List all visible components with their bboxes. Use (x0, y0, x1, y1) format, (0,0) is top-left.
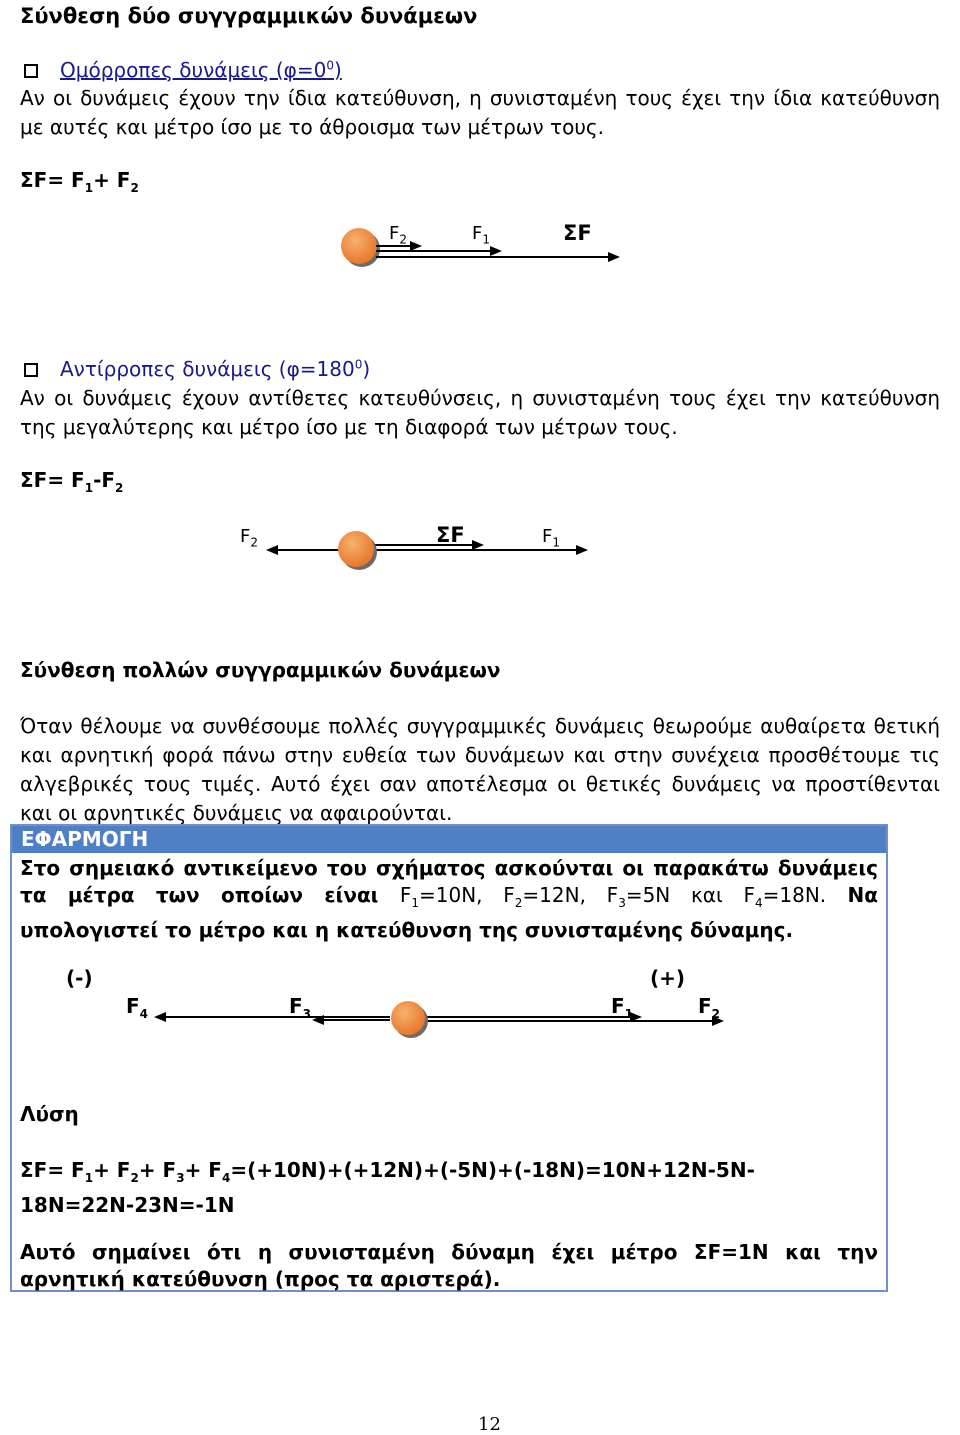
page-title: Σύνθεση δύο συγγραμμικών δυνάμεων (20, 4, 478, 28)
section1-heading: Ομόρροπες δυνάμεις $(\varphi=0^0)$ (24, 58, 342, 82)
given-f2: $F_2=12N$, (503, 883, 607, 910)
given-f1: $F_1=10N$, (399, 883, 504, 910)
positive-direction-label: (+) (650, 966, 686, 990)
solution-equation: $\Sigma F= F_1+ F_2+ F_3+ F_4=(+10N)+(+12N)+(-5N)+(-18N)=10N+12N-5N-18N=22N-23N=-1N$ (20, 1158, 755, 1217)
checkbox-bullet-icon (24, 363, 38, 377)
application-header: ΕΦΑΡΜΟΓΗ (12, 826, 886, 853)
checkbox-bullet-icon (24, 64, 38, 78)
solution-label: Λύση (20, 1102, 79, 1126)
arrow-f2-head (266, 545, 278, 555)
page-number: 12 (478, 1414, 501, 1435)
section2-text: Αν οι δυνάμεις έχουν αντίθετες κατευθύνσεις, η συνισταμένη τους έχει την κατεύθυνση της μεγαλύτερης και μέτρο ίσο με τη διαφορά των μέτρων τους. (20, 386, 940, 439)
section1-heading-text: Ομόρροπες δυνάμεις (φ=0 (60, 58, 327, 82)
label-f1: $F_1$ (611, 994, 634, 1021)
label-sf: ΣF (436, 523, 465, 547)
arrow-sf-head (472, 540, 484, 550)
negative-direction-label: (-) (66, 966, 93, 990)
section2-heading-text: Αντίρροπες δυνάμεις (φ=180 (60, 357, 355, 381)
given-f3: $F_3=5N$ και (606, 883, 744, 910)
section3-text: Όταν θέλουμε να συνθέσουμε πολλές συγγραμμικές δυνάμεις θεωρούμε αυθαίρετα θετική και αρνητική φορά πάνω στην ευθεία των δυνάμεων και στην συνέχεια προσθέτουμε τις αλγεβρικές τους τιμές. Αυτό έχει σαν αποτέλεσμα οι θετικές δυνάμεις να προστίθενται και οι αρνητικές δυνάμεις να αφαιρούνται. (20, 714, 940, 825)
label-sf: ΣF (563, 221, 592, 245)
four-forces-diagram (150, 995, 730, 1045)
label-f2: $F_2$ (389, 223, 407, 247)
section3-heading: Σύνθεση πολλών συγγραμμικών δυνάμεων (20, 658, 501, 682)
label-f2: $F_2$ (698, 994, 721, 1021)
conclusion-text: Αυτό σημαίνει ότι η συνισταμένη δύναμη έχει μέτρο ΣF=1N και την αρνητική κατεύθυνση (προς τα αριστερά). (20, 1240, 878, 1291)
label-f2: $F_2$ (240, 526, 258, 550)
point-object (341, 228, 377, 264)
point-object (338, 531, 374, 567)
section1-text: Αν οι δυνάμεις έχουν την ίδια κατεύθυνση, η συνισταμένη τους έχει την ίδια κατεύθυνση με αυτές και μέτρο ίσο με το άθροισμα των μέτρων τους. (20, 86, 940, 139)
label-f1: $F_1$ (542, 526, 560, 550)
section2-equation: $\Sigma F= F_1-F_2$ (20, 468, 124, 495)
application-problem: Στο σημειακό αντικείμενο του σχήματος ασκούνται οι παρακάτω δυνάμεις τα μέτρα των οποίων είναι $F_1=10N$, $F_2=12N$, $F_3=5N$ και $F_4=18N$. Να υπολογιστεί το μέτρο και η κατεύθυνση της συνισταμένης δύναμης. (20, 856, 878, 942)
arrow-sf-head (608, 252, 620, 262)
section1-equation: $\Sigma F= F_1+ F_2$ (20, 168, 139, 195)
arrow-f1-head (576, 545, 588, 555)
section2-heading: Αντίρροπες δυνάμεις $(\varphi=180^0)$ (24, 357, 370, 381)
point-object (391, 1001, 425, 1035)
label-f3: $F_3$ (289, 994, 312, 1021)
arrow-f4-head (154, 1012, 166, 1022)
given-f4: $F_4=18N$. (743, 883, 827, 910)
arrow-f2-head (410, 241, 422, 251)
arrow-f1-head (490, 246, 502, 256)
label-f4: $F_4$ (126, 994, 149, 1021)
label-f1: $F_1$ (472, 223, 490, 247)
